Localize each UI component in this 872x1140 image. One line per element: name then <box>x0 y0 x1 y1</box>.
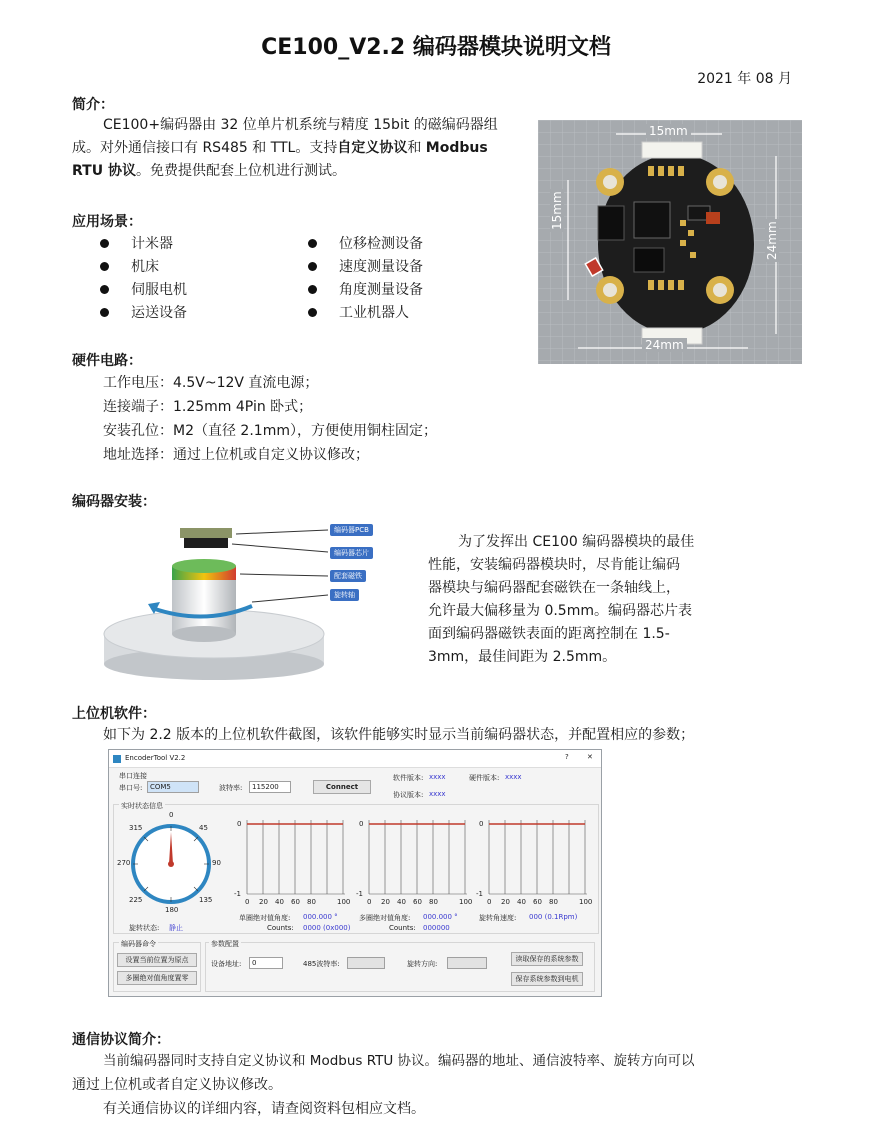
speed-plot <box>477 814 591 910</box>
window-title: EncoderTool V2.2 <box>125 754 186 762</box>
speed-label: 旋转角速度: <box>479 914 517 922</box>
rotation-state-value: 静止 <box>169 924 183 932</box>
software-description: 如下为 2.2 版本的上位机软件截图，该软件能够实时显示当前编码器状态，并配置相应的参数； <box>103 727 695 743</box>
intro-heading: 简介： <box>72 97 114 113</box>
plot2-y-0: 0 <box>359 820 364 828</box>
plot1-x-0: 0 <box>245 898 250 906</box>
dial-label-0: 0 <box>169 811 174 819</box>
port-select[interactable]: COM5 <box>147 781 199 793</box>
multi-angle-label: 多圈绝对值角度: <box>359 914 411 922</box>
pcb-dimension-photo <box>538 120 802 364</box>
proto-version-label: 协议版本: <box>393 791 424 799</box>
single-angle-label: 单圈绝对值角度: <box>239 914 291 922</box>
plot3-x-20: 20 <box>501 898 510 906</box>
sw-version-value: xxxx <box>429 773 446 781</box>
document-date: 2021 年 08 月 <box>697 71 792 87</box>
multi-angle-plot <box>357 814 471 910</box>
hw-version-value: xxxx <box>505 773 522 781</box>
sw-version-label: 软件版本: <box>393 774 424 782</box>
intro-line-3: RTU 协议。免费提供配套上位机进行测试。 <box>72 163 346 179</box>
page-title: CE100_V2.2 编码器模块说明文档 <box>261 35 611 60</box>
plot1-x-60: 60 <box>291 898 300 906</box>
plot3-x-0: 0 <box>487 898 492 906</box>
set-zero-button[interactable]: 设置当前位置为原点 <box>117 953 197 967</box>
protocol-line-2: 通过上位机或者自定义协议修改。 <box>72 1077 282 1093</box>
dim-left-label: 15mm <box>550 191 564 230</box>
save-params-button[interactable]: 保存系统参数到电机 <box>511 972 583 986</box>
port-label: 串口号: <box>119 784 143 792</box>
list-item: 机床 <box>100 256 159 276</box>
dial-label-135: 135 <box>199 896 213 904</box>
dim-top-label: 15mm <box>646 124 691 138</box>
plot1-y-0: 0 <box>237 820 242 828</box>
app-icon <box>113 755 121 763</box>
list-item: 速度测量设备 <box>308 256 423 276</box>
hardware-connector: 连接端子：1.25mm 4Pin 卧式； <box>103 399 313 415</box>
rotation-state-label: 旋转状态: <box>129 924 160 932</box>
plot2-x-60: 60 <box>413 898 422 906</box>
dim-right-label: 24mm <box>765 221 779 260</box>
install-diagram <box>102 522 392 682</box>
hardware-address: 地址选择：通过上位机或自定义协议修改； <box>103 447 369 463</box>
protocol-heading: 通信协议简介： <box>72 1032 170 1048</box>
counts2-value: 000000 <box>423 924 450 932</box>
plot3-x-40: 40 <box>517 898 526 906</box>
dial-label-225: 225 <box>129 896 143 904</box>
install-text-4: 允许最大偏移量为 0.5mm。编码器芯片表 <box>428 603 692 619</box>
speed-value: 000 (0.1Rpm) <box>529 913 578 921</box>
install-text-6: 3mm，最佳间距为 2.5mm。 <box>428 649 617 665</box>
single-angle-value: 000.000 ° <box>303 913 338 921</box>
plot1-x-40: 40 <box>275 898 284 906</box>
list-item: 运送设备 <box>100 302 187 322</box>
direction-label: 旋转方向: <box>407 960 438 968</box>
plot1-y-neg1: -1 <box>234 890 241 898</box>
plot1-x-100: 100 <box>337 898 351 906</box>
param-group-label: 参数配置 <box>211 940 239 948</box>
install-text-1: 为了发挥出 CE100 编码器模块的最佳 <box>458 534 695 550</box>
hardware-heading: 硬件电路： <box>72 353 142 369</box>
dial-label-90: 90 <box>212 859 221 867</box>
status-group-label: 实时状态信息 <box>121 802 163 810</box>
tag-encoder-pcb: 编码器PCB <box>330 524 373 536</box>
software-heading: 上位机软件： <box>72 706 156 722</box>
plot2-x-100: 100 <box>459 898 473 906</box>
dim-bottom-label: 24mm <box>642 338 687 352</box>
software-window <box>108 749 602 997</box>
address-spinner[interactable]: 0 <box>249 957 283 969</box>
hardware-mounting: 安装孔位：M2（直径 2.1mm），方便使用铜柱固定； <box>103 423 437 439</box>
list-item: 位移检测设备 <box>308 233 423 253</box>
install-text-3: 器模块与编码器配套磁铁在一条轴线上， <box>428 580 680 596</box>
single-angle-plot <box>235 814 349 910</box>
list-item: 伺服电机 <box>100 279 187 299</box>
list-item: 计米器 <box>100 233 173 253</box>
install-heading: 编码器安装： <box>72 494 156 510</box>
plot3-y-0: 0 <box>479 820 484 828</box>
tag-magnet: 配套磁铁 <box>330 570 366 582</box>
dial-label-270: 270 <box>117 859 131 867</box>
read-params-button[interactable]: 读取保存的系统参数 <box>511 952 583 966</box>
serial-group-label: 串口连接 <box>119 772 147 780</box>
plot2-x-40: 40 <box>397 898 406 906</box>
plot3-x-100: 100 <box>579 898 593 906</box>
command-group-label: 编码器命令 <box>121 940 156 948</box>
intro-line-2: 成。对外通信接口有 RS485 和 TTL。支持自定义协议和 Modbus <box>72 140 488 156</box>
plot2-y-neg1: -1 <box>356 890 363 898</box>
plot3-x-60: 60 <box>533 898 542 906</box>
dial-label-180: 180 <box>165 906 179 914</box>
dial-label-45: 45 <box>199 824 208 832</box>
baud-select[interactable]: 115200 <box>249 781 291 793</box>
baud-label: 波特率: <box>219 784 243 792</box>
direction-select[interactable] <box>447 957 487 969</box>
protocol-line-3: 有关通信协议的详细内容，请查阅资料包相应文档。 <box>103 1101 425 1117</box>
counts2-label: Counts: <box>389 924 416 932</box>
window-titlebar <box>109 750 601 768</box>
hardware-voltage: 工作电压：4.5V~12V 直流电源； <box>103 375 319 391</box>
list-item: 角度测量设备 <box>308 279 423 299</box>
proto-version-value: xxxx <box>429 790 446 798</box>
address-label: 设备地址: <box>211 960 242 968</box>
multi-zero-button[interactable]: 多圈绝对值角度置零 <box>117 971 197 985</box>
list-item: 工业机器人 <box>308 302 409 322</box>
applications-heading: 应用场景： <box>72 214 142 230</box>
tag-encoder-chip: 编码器芯片 <box>330 547 373 559</box>
baud485-select[interactable] <box>347 957 385 969</box>
connect-button[interactable]: Connect <box>313 780 371 794</box>
baud485-label: 485波特率: <box>303 960 340 968</box>
protocol-line-1: 当前编码器同时支持自定义协议和 Modbus RTU 协议。编码器的地址、通信波特率、旋转方向可以 <box>103 1053 695 1069</box>
dial-label-315: 315 <box>129 824 143 832</box>
plot2-x-0: 0 <box>367 898 372 906</box>
install-text-5: 面到编码器磁铁表面的距离控制在 1.5- <box>428 626 670 642</box>
plot2-x-20: 20 <box>381 898 390 906</box>
multi-angle-value: 000.000 ° <box>423 913 458 921</box>
plot3-y-neg1: -1 <box>476 890 483 898</box>
plot3-x-80: 80 <box>549 898 558 906</box>
hw-version-label: 硬件版本: <box>469 774 500 782</box>
help-icon[interactable]: ? <box>565 753 569 761</box>
plot1-x-80: 80 <box>307 898 316 906</box>
plot1-x-20: 20 <box>259 898 268 906</box>
counts1-value: 0000 (0x000) <box>303 924 351 932</box>
install-text-2: 性能，安装编码器模块时，尽肯能让编码 <box>428 557 680 573</box>
angle-dial <box>119 812 219 916</box>
intro-line-1: CE100+编码器由 32 位单片机系统与精度 15bit 的磁编码器组 <box>103 117 498 133</box>
close-icon[interactable]: ✕ <box>587 753 593 761</box>
plot2-x-80: 80 <box>429 898 438 906</box>
counts1-label: Counts: <box>267 924 294 932</box>
tag-shaft: 旋转轴 <box>330 589 359 601</box>
